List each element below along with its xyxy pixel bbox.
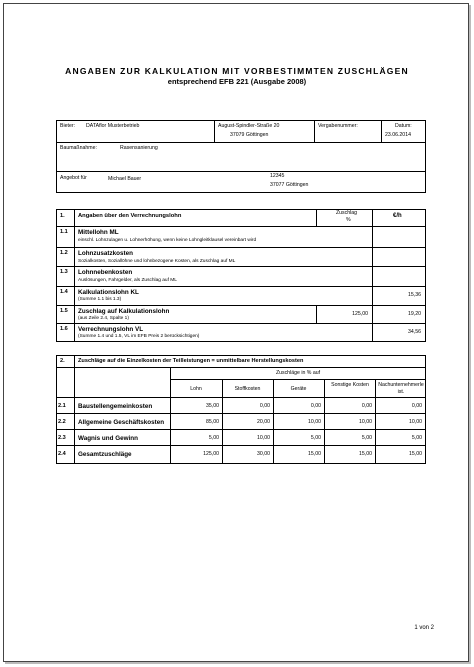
row-2-1-lohn: 35,00 — [206, 403, 219, 409]
row-2-4-sonstige: 15,00 — [359, 451, 372, 457]
datum-label: Datum: — [395, 123, 412, 129]
col-zuschlag-header: Zuschlag — [336, 210, 358, 216]
row-1-2-sub: Sozialkosten, Soziallöhne und lohnbezogene Kosten, als Zuschlag auf ML — [78, 259, 236, 264]
section2-group-label: Zuschläge in % auf — [275, 370, 321, 376]
section1-number: 1. — [60, 213, 65, 219]
row-2-3-lohn: 5,00 — [208, 435, 219, 441]
row-1-4-sub: (Summe 1.1 bis 1.3) — [78, 297, 122, 302]
row-2-3-sonstige: 5,00 — [361, 435, 372, 441]
datum-value: 23.06.2014 — [385, 132, 411, 138]
page-number: 1 von 2 — [414, 625, 434, 631]
row-2-4-lohn: 125,00 — [203, 451, 219, 457]
row-2-4-label: Gesamtzuschläge — [78, 451, 132, 458]
col-stoffkosten-header: Stoffkosten — [234, 386, 261, 392]
row-2-3-geraete: 5,00 — [310, 435, 321, 441]
row-2-3-label: Wagnis und Gewinn — [78, 435, 138, 442]
col-geraete-header: Geräte — [290, 386, 307, 392]
row-1-1-number: 1.1 — [60, 229, 68, 235]
col-percent-header: % — [346, 217, 351, 223]
row-2-4-stoff: 30,00 — [257, 451, 270, 457]
row-1-5-zuschlag: 125,00 — [352, 311, 368, 317]
section2-heading: Zuschläge auf die Einzelkosten der Teilleistungen = unmittelbare Herstellungskosten — [78, 358, 304, 364]
row-1-6-title: Verrechnungslohn VL — [78, 326, 144, 333]
angebot-zip: 12345 — [270, 173, 285, 179]
row-1-6-number: 1.6 — [60, 326, 68, 332]
row-2-3-nachunt: 5,00 — [411, 435, 422, 441]
row-1-1-sub: einschl. Lohnzulagen u. Lohnerhöhung, wenn keine Lohngleitklausel vereinbart wird — [78, 238, 257, 243]
row-1-5-number: 1.5 — [60, 308, 68, 314]
row-2-2-label: Allgemeine Geschäftskosten — [78, 419, 165, 426]
bieter-street: August-Spindler-Straße 20 — [218, 123, 280, 129]
row-2-3-stoff: 10,00 — [257, 435, 270, 441]
row-1-2-number: 1.2 — [60, 250, 68, 256]
bieter-label: Bieter: — [60, 123, 75, 129]
row-1-6-sub: (Summe 1.4 und 1.5, VL im EFB Preis 2 berücksichtigen) — [78, 334, 200, 339]
angebot-name: Michael Bauer — [108, 176, 142, 182]
col-nachunternehmer-header: Nachunternehmerleist. — [378, 382, 424, 395]
row-1-1-title: Mittellohn ML — [78, 229, 119, 236]
row-2-2-sonstige: 10,00 — [359, 419, 372, 425]
row-2-1-sonstige: 0,00 — [361, 403, 372, 409]
row-1-3-number: 1.3 — [60, 269, 68, 275]
row-2-3-number: 2.3 — [58, 435, 66, 441]
row-2-1-nachunt: 0,00 — [411, 403, 422, 409]
section1-heading: Angaben über den Verrechnungslohn — [78, 213, 182, 219]
row-2-4-number: 2.4 — [58, 451, 66, 457]
row-1-3-title: Lohnnebenkosten — [78, 269, 133, 276]
row-1-4-number: 1.4 — [60, 289, 68, 295]
row-1-6-eur: 34,56 — [408, 329, 421, 335]
row-2-2-lohn: 85,00 — [206, 419, 219, 425]
row-1-4-title: Kalkulationslohn KL — [78, 289, 139, 296]
row-1-2-title: Lohnzusatzkosten — [78, 250, 133, 257]
bieter-name: DATAflor Musterbetrieb — [86, 123, 140, 129]
angebot-label: Angebot für — [60, 175, 87, 181]
document-subtitle: entsprechend EFB 221 (Ausgabe 2008) — [167, 77, 307, 86]
row-2-1-label: Baustellengemeinkosten — [78, 403, 153, 410]
row-2-2-nachunt: 10,00 — [409, 419, 422, 425]
row-2-4-nachunt: 15,00 — [409, 451, 422, 457]
row-2-2-number: 2.2 — [58, 419, 66, 425]
row-2-4-geraete: 15,00 — [308, 451, 321, 457]
vergabenummer-label: Vergabenummer: — [318, 123, 358, 129]
baumassnahme-label: Baumaßnahme: — [60, 145, 97, 151]
row-1-3-sub: Auslösungen, Fahrgelder, als Zuschlag auf ML — [78, 278, 177, 283]
baumassnahme-value: Rasensanierung — [120, 145, 158, 151]
row-2-2-stoff: 20,00 — [257, 419, 270, 425]
col-eur-header: €/h — [393, 213, 402, 219]
row-2-1-number: 2.1 — [58, 403, 66, 409]
row-1-5-sub: (aus Zeile 2.4, Spalte 1) — [78, 316, 129, 321]
row-2-1-stoff: 0,00 — [259, 403, 270, 409]
row-2-2-geraete: 10,00 — [308, 419, 321, 425]
bieter-city: 37079 Göttingen — [230, 132, 269, 138]
angebot-city: 37077 Göttingen — [270, 182, 309, 188]
row-1-5-title: Zuschlag auf Kalkulationslohn — [78, 308, 170, 315]
row-1-4-eur: 15,36 — [408, 292, 421, 298]
document-title: ANGABEN ZUR KALKULATION MIT VORBESTIMMTEN ZUSCHLÄGEN — [65, 66, 409, 76]
row-1-5-eur: 19,20 — [408, 311, 421, 317]
col-sonstige-header: Sonstige Kosten — [331, 382, 369, 388]
col-lohn-header: Lohn — [190, 386, 202, 392]
section2-number: 2. — [60, 358, 65, 364]
row-2-1-geraete: 0,00 — [310, 403, 321, 409]
